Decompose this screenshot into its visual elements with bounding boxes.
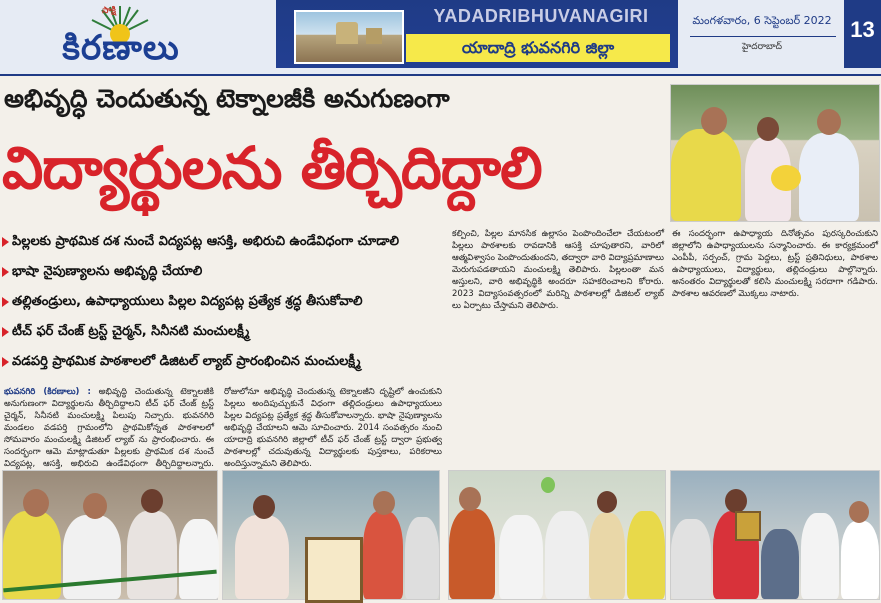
logo-text: కిరణాలు <box>62 28 180 68</box>
article-column-2 <box>224 386 442 469</box>
district-banner <box>276 0 678 68</box>
article-column-3 <box>452 228 664 464</box>
article-column-4 <box>672 228 878 464</box>
dateline-divider <box>690 36 836 37</box>
logo-tagline: సాక్షి <box>102 6 116 16</box>
event-photo-ribbon-cutting <box>2 470 218 600</box>
highlight-item: టీచ్ ఫర్ చేంజ్ ట్రస్ట్ చైర్మన్, సినీనటి మంచులక్ష్మీ <box>2 318 442 346</box>
lead-photo <box>670 84 880 222</box>
column-text: అభివృద్ధి చెందుతున్న టెక్నాలజీకి అనుగుణంగా విద్యార్థులను తీర్చిదిద్దాలని టీచ్ ఫర్ చేంజ్ ట్రస్ట్ చైర్మన్, సినీనటి మంచులక్ష్మి పిలుపు నిచ్చారు. భువనగిరి మండలం వడపర్తి గ్రామంలోని ప్రాథమికోన్నత పాఠశాలలో సోమవారం మంచులక్ష్మి డిజిటల్ ల్యాబ్ ను ప్రారంభించారు. ఈ సందర్భంగా ఆమె మాట్లాడుతూ పిల్లలకు ప్రాథమిక దశ నుంచే విద్యపట్ల, ఆసక్తి, అభిరుచి ఉండేవిధంగా తీర్చిదిద్దాలన్నారు. <box>4 387 214 469</box>
masthead <box>0 0 881 76</box>
article-headline: విద్యార్థులను తీర్చిదిద్దాలి <box>2 134 542 202</box>
banner-telugu-title: యాదాద్రి భువనగిరి జిల్లా <box>406 34 670 62</box>
column-text: కల్పించి, పిల్లల మానసిక ఉల్లాసం పెంపొందించేలా చేయటంలో పిల్లలు పాఠశాలకు రావడానికి ఆసక్తి చూపుతారని, వారిలో ఆత్మవిశ్వాసం పెంపొందుతుందని, తద్వారా వారి విద్యాప్రమాణాలు మెరుగుపడతాయని మంచులక్ష్మి తెలిపారు. పిల్లలంతా మన అస్తులని, వారి అభివృద్ధికి అందరూ సహకరించాలని కోరారు. 2023 విద్యాసంవత్సరంలో మరిన్ని పాఠశాలల్లో డిజిటల్ ల్యాబ్ లు ఏర్పాటు చేస్తామని తెలిపారు. <box>452 229 664 311</box>
dateline-city: హైదరాబాద్ <box>741 42 783 52</box>
page-number: 13 <box>844 0 881 68</box>
event-photo-students <box>670 470 880 600</box>
highlight-item: వడపర్తి ప్రాథమిక పాఠశాలలో డిజిటల్ ల్యాబ్ ప్రారంభించిన మంచులక్ష్మీ <box>2 348 442 376</box>
event-photo-group <box>448 470 666 600</box>
dateline: మంగళవారం, 6 సెప్టెంబర్ 2022 <box>692 14 832 27</box>
article-column-1 <box>4 386 214 469</box>
highlight-item: భాషా నైపుణ్యాలను అభివృద్ధి చేయాలి <box>2 258 442 286</box>
article-kicker: అభివృద్ధి చెందుతున్న టెక్నాలజీకి అనుగుణంగా <box>4 84 450 113</box>
column-text: రోజులోనూ అభివృద్ధి చెందుతున్న టెక్నాలజీని దృష్టిలో ఉంచుకుని పిల్లలు అందిపుచ్చుకునే విధంగా తల్లిదండ్రులు ఉపాధ్యాయులు పిల్లల విద్యపట్ల ప్రత్యేక శ్రద్ధ తీసుకోవాలన్నారు. భాషా నైపుణ్యాలను అభివృద్ధి చేయాలని ఆమె సూచించారు. 2014 సంవత్సరం నుంచి యాదాద్రి భువనగిరి జిల్లాలో టీచ్ ఫర్ చేంజ్ ట్రస్ట్ ద్వారా ప్రభుత్వ పాఠశాలల్లో చదువుతున్న విద్యార్థులకు పుస్తకాలు, పరికరాలు అందిస్తున్నామని తెలిపారు. <box>224 387 442 469</box>
event-photo-portrait-presentation <box>222 470 440 600</box>
temple-photo <box>294 10 404 64</box>
article-byline: భువనగిరి (కిరణాలు) : <box>4 387 91 397</box>
highlight-list <box>2 228 442 378</box>
banner-english-title: YADADRIBHUVANAGIRI <box>433 6 649 26</box>
column-text: ఈ సందర్భంగా ఉపాధ్యాయ దినోత్సవం పురస్కరించుకుని జిల్లాలోని ఉపాధ్యాయులను సన్మానించారు. ఈ కార్యక్రమంలో ఎంపీపీ, సర్పంచ్, గ్రామ పెద్దలు, ట్రస్ట్ ప్రతినిధులు, పాఠశాల ఉపాధ్యాయులు, విద్యార్థులు, తల్లిదండ్రులు పాల్గొన్నారు. అనంతరం విద్యార్థులతో కలిసి మంచులక్ష్మి సరదాగా గడిపారు. పాఠశాల ఆవరణలో మొక్కలు నాటారు. <box>672 229 878 299</box>
highlight-item: పిల్లలకు ప్రాథమిక దశ నుంచే విద్యపట్ల ఆసక్తి, అభిరుచి ఉండేవిధంగా చూడాలి <box>2 228 442 256</box>
highlight-item: తల్లితండ్రులు, ఉపాధ్యాయులు పిల్లల విద్యపట్ల ప్రత్యేక శ్రద్ధ తీసుకోవాలి <box>2 288 442 316</box>
newspaper-logo <box>4 2 238 72</box>
